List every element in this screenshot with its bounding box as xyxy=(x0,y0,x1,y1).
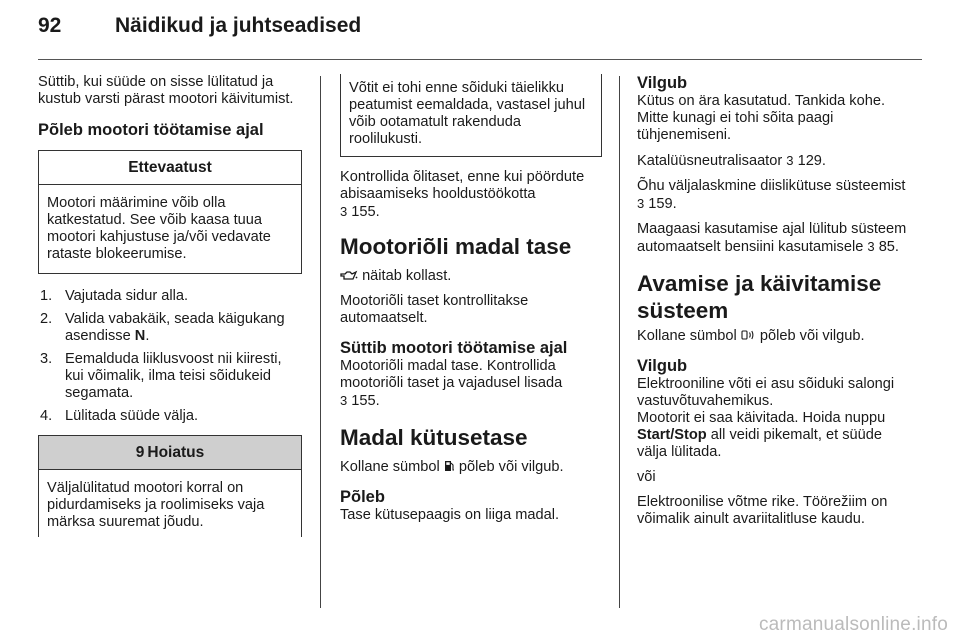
list-item: 1. Vajutada sidur alla. xyxy=(40,288,189,304)
fuel-text: Kollane sümbol põleb või vilgub. xyxy=(340,459,564,475)
vilgub-text: Kütus on ära kasutatud. Tankida kohe. Mitte kunagi ei tohi sõita paagi tühjenemiseni. xyxy=(637,93,885,143)
intro-text: Süttib, kui süüde on sisse lülitatud ja kustub varsti pärast mootori käivitumist. xyxy=(38,74,294,107)
key-fault-text: Elektroonilise võtme rike. Töörežiim on võimalik ainult avariitalitluse kaudu. xyxy=(637,494,888,527)
oil-can-icon xyxy=(340,270,358,281)
section-heading-running: Põleb mootori töötamise ajal xyxy=(38,121,264,139)
gear-n-label: N xyxy=(134,328,146,344)
page-ref-icon: 3 xyxy=(340,393,348,408)
list-item: 3. Eemalduda liiklusvoost nii kiiresti, kui võimalik, ilma teisi sõidukeid segamata. xyxy=(40,351,282,401)
header-rule xyxy=(38,59,922,60)
pole-heading: Põleb xyxy=(340,488,385,506)
page-header xyxy=(38,14,361,38)
watermark: carmanualsonline.info xyxy=(758,614,948,635)
vilgub-heading: Vilgub xyxy=(637,74,688,92)
page-title: Näidikud ja juhtseadised xyxy=(115,14,362,37)
warning-text: Väljalülitatud mootori korral on pidurdamiseks ja roolimiseks vaja märksa suuremat jõudu. xyxy=(47,480,265,530)
start-stop-text: Mootorit ei saa käivitada. Hoida nuppu Start/Stop all veidi pikemalt, et süüde välja lülitada. xyxy=(637,410,886,460)
column-divider-2 xyxy=(619,76,620,608)
page-number: 92 xyxy=(38,14,62,37)
lights-text: Mootoriõli madal tase. Kontrollida mootoriõli taset ja vajadusel lisada 3 155. xyxy=(340,358,563,409)
fuel-pump-icon xyxy=(444,460,455,472)
warning-title: 9 Hoiatus xyxy=(39,436,301,470)
gas-ref-text: Maagaasi kasutamise ajal lülitub süsteem automaatselt bensiini kasutamisele 3 85. xyxy=(637,221,907,255)
page-ref-icon: 3 xyxy=(637,196,645,211)
page-ref-icon: 3 xyxy=(867,239,875,254)
check-oil-text: Kontrollida õlitaset, enne kui pöördute abisaamiseks hooldustöökotta 3 155. xyxy=(340,169,585,220)
steps-list xyxy=(38,288,302,425)
column-2 xyxy=(340,74,602,532)
page-ref-icon: 3 xyxy=(786,153,794,168)
access-text: Kollane sümbol põleb või vilgub. xyxy=(637,328,865,344)
fuel-heading: Madal kütusetase xyxy=(340,425,528,450)
oil-symbol-text: näitab kollast. xyxy=(340,268,602,285)
list-item: 2. Valida vabakäik, seada käigukang asendisse N. xyxy=(40,311,285,344)
catalytic-ref-text: Katalüüsneutralisaator 3 129. xyxy=(637,153,826,169)
vilgub2-heading: Vilgub xyxy=(637,357,688,375)
caution-title: Ettevaatust xyxy=(39,151,301,185)
list-item: 4. Lülitada süüde välja. xyxy=(40,408,199,424)
diesel-ref-text: Õhu väljalaskmine diislikütuse süsteemist 3 159. xyxy=(637,178,906,212)
key-range-text: Elektrooniline võti ei asu sõiduki salongi vastuvõtuvahemikus. xyxy=(637,376,895,409)
page-ref-icon: 3 xyxy=(340,204,348,219)
or-text: või xyxy=(637,469,656,485)
oil-auto-text: Mootoriõli taset kontrollitakse automaatselt. xyxy=(340,293,529,326)
start-stop-label: Start/Stop xyxy=(637,427,707,443)
column-divider-1 xyxy=(320,76,321,608)
column-3 xyxy=(637,74,907,536)
lights-heading: Süttib mootori töötamise ajal xyxy=(340,339,568,357)
column-1 xyxy=(38,74,302,551)
key-signal-icon xyxy=(741,329,756,341)
caution-text: Mootori määrimine võib olla katkestatud. See võib kaasa tuua mootori kahjustuse ja/või vedavate rataste blokeerumise. xyxy=(47,195,271,262)
pole-text: Tase kütusepaagis on liiga madal. xyxy=(340,507,560,523)
continued-box: Võtit ei tohi enne sõiduki täielikku peatumist eemaldada, vastasel juhul võib ootamatult rakenduda roolilukusti. xyxy=(340,74,602,157)
caution-box xyxy=(38,150,302,274)
warning-triangle-icon: 9 xyxy=(135,444,145,461)
warning-box xyxy=(38,435,302,537)
oil-heading: Mootoriõli madal tase xyxy=(340,234,572,259)
access-heading: Avamise ja käivitamise süsteem xyxy=(637,271,882,323)
